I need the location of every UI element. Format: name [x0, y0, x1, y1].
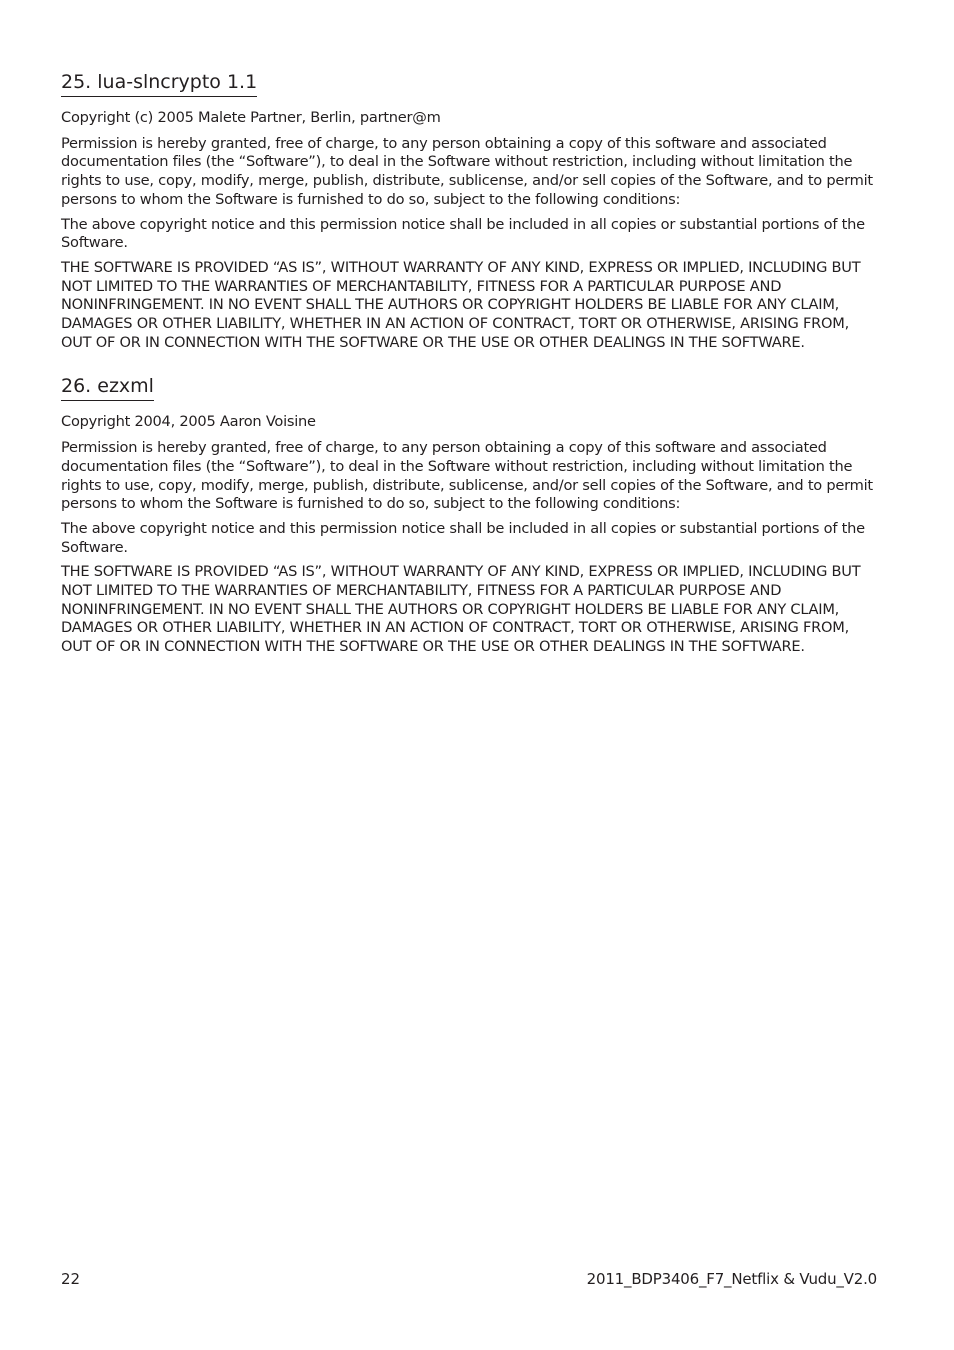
copyright-line: Copyright (c) 2005 Malete Partner, Berlin, partner@m: [61, 109, 441, 126]
document-id: 2011_BDP3406_F7_Netflix & Vudu_V2.0: [586, 1270, 877, 1288]
section-heading: 26. ezxml: [61, 374, 154, 401]
license-section-lua-slncrypto: [61, 70, 881, 352]
disclaimer-paragraph: THE SOFTWARE IS PROVIDED “AS IS”, WITHOUT WARRANTY OF ANY KIND, EXPRESS OR IMPLIED, INCLUDING BUT NOT LIMITED TO THE WARRANTIES OF MERCHANTABILITY, FITNESS FOR A PARTICULAR PURPOSE AND NONINFRINGEMENT. IN NO EVENT SHALL THE AUTHORS OR COPYRIGHT HOLDERS BE LIABLE FOR ANY CLAIM, DAMAGES OR OTHER LIABILITY, WHETHER IN AN ACTION OF CONTRACT, TORT OR OTHERWISE, ARISING FROM, OUT OF OR IN CONNECTION WITH THE SOFTWARE OR THE USE OR OTHER DEALINGS IN THE SOFTWARE.: [61, 258, 861, 351]
section-heading: 25. lua-slncrypto 1.1: [61, 70, 257, 97]
permission-paragraph: Permission is hereby granted, free of charge, to any person obtaining a copy of this software and associated documentation files (the “Software”), to deal in the Software without restriction, including without limitation the rights to use, copy, modify, merge, publish, distribute, sublicense, and/or sell copies of the Software, and to permit persons to whom the Software is furnished to do so, subject to the following conditions:: [61, 134, 873, 208]
page-content: [61, 70, 881, 679]
permission-paragraph: Permission is hereby granted, free of charge, to any person obtaining a copy of this software and associated documentation files (the “Software”), to deal in the Software without restriction, including without limitation the rights to use, copy, modify, merge, publish, distribute, sublicense, and/or sell copies of the Software, and to permit persons to whom the Software is furnished to do so, subject to the following conditions:: [61, 439, 873, 513]
page-number: 22: [61, 1270, 81, 1288]
license-section-ezxml: [61, 374, 881, 656]
copyright-line: Copyright 2004, 2005 Aaron Voisine: [61, 413, 316, 431]
notice-paragraph: The above copyright notice and this permission notice shall be included in all copies or substantial portions of the Software.: [61, 215, 865, 252]
disclaimer-paragraph: THE SOFTWARE IS PROVIDED “AS IS”, WITHOUT WARRANTY OF ANY KIND, EXPRESS OR IMPLIED, INCLUDING BUT NOT LIMITED TO THE WARRANTIES OF MERCHANTABILITY, FITNESS FOR A PARTICULAR PURPOSE AND NONINFRINGEMENT. IN NO EVENT SHALL THE AUTHORS OR COPYRIGHT HOLDERS BE LIABLE FOR ANY CLAIM, DAMAGES OR OTHER LIABILITY, WHETHER IN AN ACTION OF CONTRACT, TORT OR OTHERWISE, ARISING FROM, OUT OF OR IN CONNECTION WITH THE SOFTWARE OR THE USE OR OTHER DEALINGS IN THE SOFTWARE.: [61, 563, 861, 656]
notice-paragraph: The above copyright notice and this permission notice shall be included in all copies or substantial portions of the Software.: [61, 519, 865, 556]
